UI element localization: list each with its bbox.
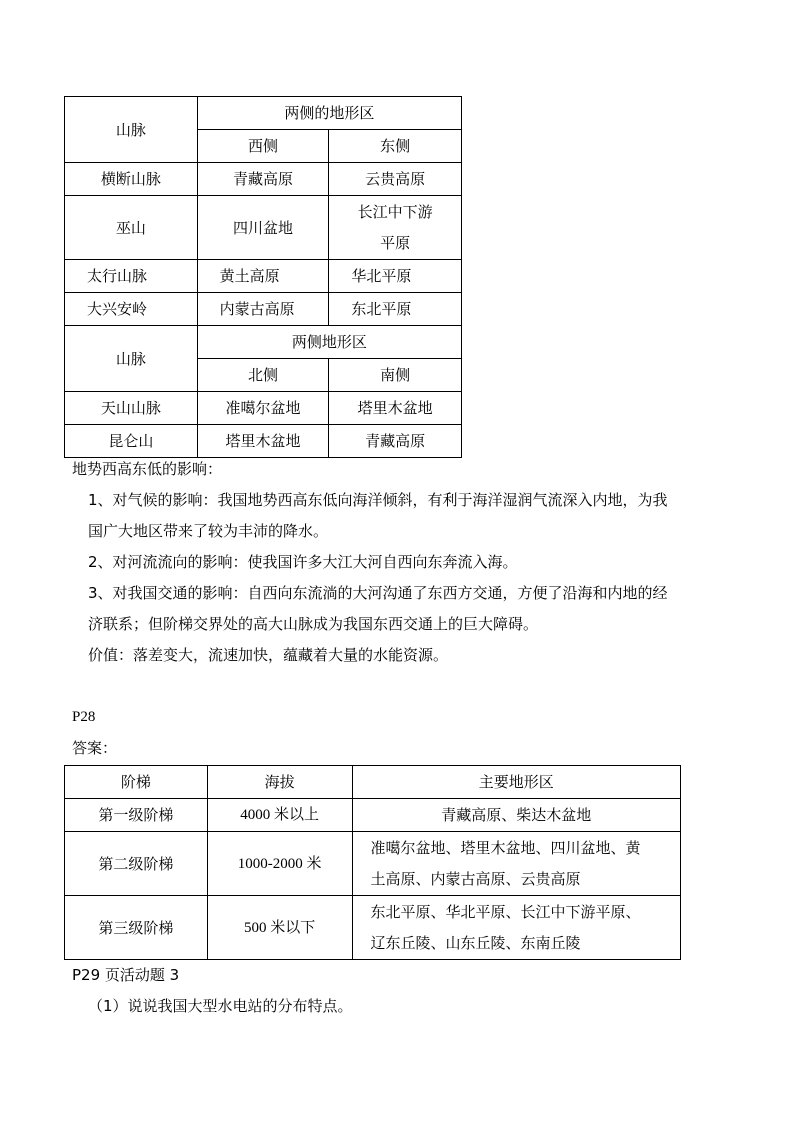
table-row [65, 832, 681, 896]
altitude-cell: 500 米以下 [207, 896, 352, 960]
terrain-cell [352, 896, 680, 960]
table-row [65, 799, 681, 832]
question-1: （1）说说我国大型水电站的分布特点。 [88, 997, 353, 1015]
table-row [65, 163, 462, 196]
paragraph-rivers: 2、对河流流向的影响：使我国许多大江大河自西向东奔流入海。 [88, 553, 518, 571]
mountain-cell: 太行山脉 [65, 260, 198, 293]
step-cell: 第一级阶梯 [65, 799, 208, 832]
east-cell: 华北平原 [329, 260, 462, 293]
west-cell: 黄土高原 [197, 260, 329, 293]
terrain-line: 东北平原、华北平原、长江中下游平原、 [370, 902, 641, 921]
terrain-line: 土高原、内蒙古高原、云贵高原 [370, 869, 581, 888]
south-cell: 青藏高原 [329, 425, 462, 458]
paragraph-transport-line1: 3、对我国交通的影响：自西向东流淌的大河沟通了东西方交通，方便了沿海和内地的经 [88, 584, 668, 602]
header-both-sides: 两侧的地形区 [197, 97, 461, 130]
north-cell: 塔里木盆地 [197, 425, 329, 458]
table-row [65, 392, 462, 425]
table-row [65, 196, 462, 260]
header-terrain: 主要地形区 [352, 766, 680, 799]
east-cell [329, 196, 462, 260]
mountain-terrain-table [64, 96, 462, 458]
header-west: 西侧 [197, 130, 329, 163]
altitude-cell: 1000-2000 米 [207, 832, 352, 896]
header-both-sides-2: 两侧地形区 [197, 326, 461, 359]
east-cell: 东北平原 [329, 293, 462, 326]
altitude-cell: 4000 米以上 [207, 799, 352, 832]
table-row [65, 425, 462, 458]
terrain-steps-table [64, 765, 681, 960]
page-label: P28 [72, 709, 96, 725]
mountain-cell: 大兴安岭 [65, 293, 198, 326]
paragraph-value: 价值：落差变大，流速加快，蕴藏着大量的水能资源。 [88, 646, 449, 664]
answer-label: 答案： [72, 739, 118, 757]
section-heading: 地势西高东低的影响： [72, 460, 223, 478]
header-mountain-2: 山脉 [65, 326, 198, 392]
activity-label: P29 页活动题 3 [72, 966, 180, 984]
header-south: 南侧 [329, 359, 462, 392]
east-cell: 云贵高原 [329, 163, 462, 196]
paragraph-transport-line2: 济联系；但阶梯交界处的高大山脉成为我国东西交通上的巨大障碍。 [88, 615, 539, 633]
terrain-line: 辽东丘陵、山东丘陵、东南丘陵 [370, 933, 581, 952]
west-cell: 四川盆地 [197, 196, 329, 260]
header-altitude: 海拔 [207, 766, 352, 799]
east-cell-line: 平原 [380, 233, 411, 252]
terrain-cell: 青藏高原、柴达木盆地 [352, 799, 680, 832]
step-cell: 第三级阶梯 [65, 896, 208, 960]
table-row [65, 896, 681, 960]
table-row [65, 260, 462, 293]
paragraph-climate-line2: 国广大地区带来了较为丰沛的降水。 [88, 522, 329, 540]
north-cell: 准噶尔盆地 [197, 392, 329, 425]
mountain-cell: 天山山脉 [65, 392, 198, 425]
mountain-cell: 横断山脉 [65, 163, 198, 196]
header-mountain: 山脉 [65, 97, 198, 163]
south-cell: 塔里木盆地 [329, 392, 462, 425]
header-east: 东侧 [329, 130, 462, 163]
mountain-cell: 昆仑山 [65, 425, 198, 458]
east-cell-line: 长江中下游 [357, 202, 433, 221]
terrain-cell [352, 832, 680, 896]
terrain-line: 准噶尔盆地、塔里木盆地、四川盆地、黄 [370, 838, 641, 857]
header-step: 阶梯 [65, 766, 208, 799]
table-row [65, 293, 462, 326]
west-cell: 内蒙古高原 [197, 293, 329, 326]
west-cell: 青藏高原 [197, 163, 329, 196]
paragraph-climate-line1: 1、对气候的影响：我国地势西高东低向海洋倾斜，有利于海洋湿润气流深入内地，为我 [88, 491, 668, 509]
step-cell: 第二级阶梯 [65, 832, 208, 896]
header-north: 北侧 [197, 359, 329, 392]
mountain-cell: 巫山 [65, 196, 198, 260]
